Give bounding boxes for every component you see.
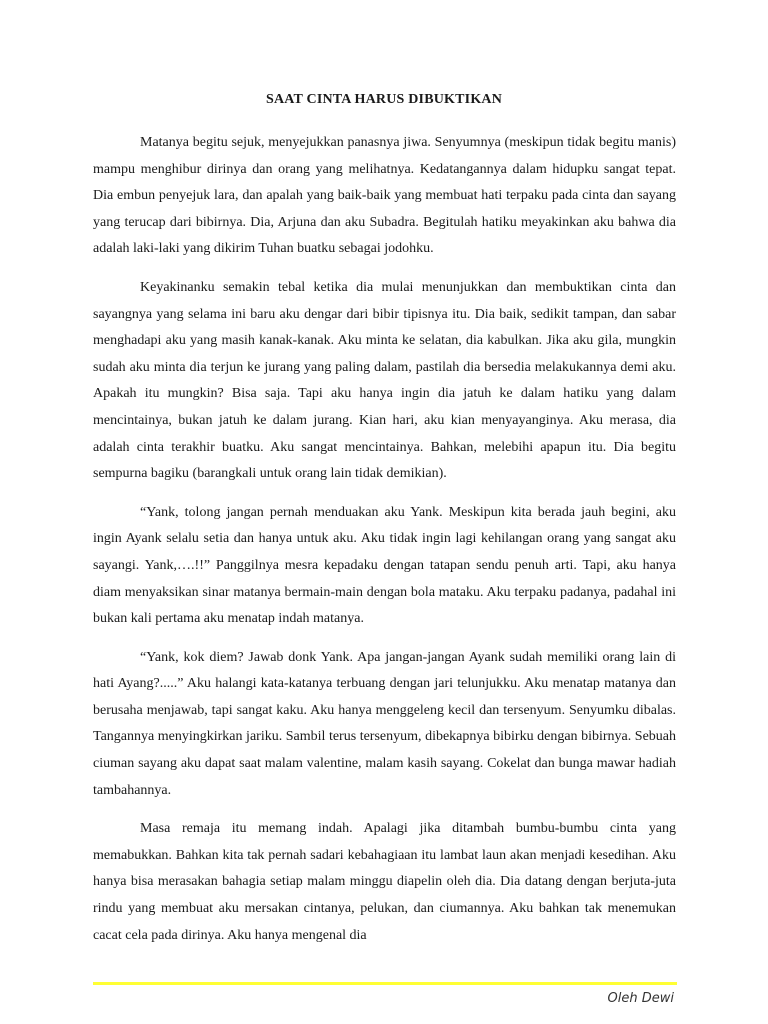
paragraph-3: “Yank, tolong jangan pernah menduakan aku Yank. Meskipun kita berada jauh begini, aku ingin Ayank selalu setia dan hanya untuk aku. Aku tidak ingin lagi kehilangan orang yang sangat aku sayangi. Yank,….!!” Panggilnya mesra kepadaku dengan tatapan sendu penuh arti. Tapi, aku hanya diam menyaksikan sinar matanya bermain-main dengan bola mataku. Aku terpaku padanya, padahal ini bukan kali pertama aku menatap indah matanya. [93,504,676,627]
paragraph-2: Keyakinanku semakin tebal ketika dia mulai menunjukkan dan membuktikan cinta dan sayangnya yang selama ini baru aku dengar dari bibir tipisnya itu. Dia baik, sedikit tampan, dan sabar menghadapi aku yang masih kanak-kanak. Aku minta ke selatan, dia kabulkan. Jika aku gila, mungkin sudah aku minta dia terjun ke jurang yang paling dalam, pastilah dia bersedia melakukannya demi aku. Apakah itu mungkin? Bisa saja. Tapi aku hanya ingin dia jatuh ke dalam hatiku yang dalam mencintainya, bukan jatuh ke dalam jurang. Kian hari, aku kian menyayanginya. Aku merasa, dia adalah cinta terakhir buatku. Aku sangat mencintainya. Bahkan, melebihi apapun itu. Dia begitu sempurna bagiku (barangkali untuk orang lain tidak demikian). [93,279,676,482]
paragraph-4: “Yank, kok diem? Jawab donk Yank. Apa jangan-jangan Ayank sudah memiliki orang lain di hati Ayang?.....” Aku halangi kata-katanya terbuang dengan jari telunjukku. Aku menatap matanya dan berusaha menjawab, tapi sangat kaku. Aku hanya menggeleng kecil dan tersenyum. Senyumku dibalas. Tangannya menyingkirkan jariku. Sambil terus tersenyum, dibekapnya bibirku dengan bibirnya. Sebuah ciuman sayang aku dapat saat malam valentine, malam kasih sayang. Cokelat dan bunga mawar hadiah tambahannya. [93,649,676,798]
paragraph-5: Masa remaja itu memang indah. Apalagi jika ditambah bumbu-bumbu cinta yang memabukkan. Bahkan kita tak pernah sadari kebahagiaan itu lambat laun akan menjadi kesedihan. Aku hanya bisa merasakan bahagia setiap malam minggu diapelin oleh dia. Dia datang dengan berjuta-juta rindu yang membuat aku mersakan cintanya, pelukan, dan ciumannya. Aku bahkan tak menemukan cacat cela pada dirinya. Aku hanya mengenal dia [93,821,676,943]
footer-divider [93,982,677,985]
footer-author: Oleh Dewi [607,991,674,1006]
paragraph-1: Matanya begitu sejuk, menyejukkan panasnya jiwa. Senyumnya (meskipun tidak begitu manis) mampu menghibur dirinya dan orang yang melihatnya. Kedatangannya dalam hidupku sangat tepat. Dia embun penyejuk lara, dan apalah yang baik-baik yang membuat hati terpaku pada cinta dan sayang yang terucap dari bibirnya. Dia, Arjuna dan aku Subadra. Begitulah hatiku meyakinkan aku bahwa dia adalah laki-laki yang dikirim Tuhan buatku sebagai jodohku. [93,135,676,257]
document-body [93,130,676,961]
document-title: SAAT CINTA HARUS DIBUKTIKAN [265,92,503,107]
